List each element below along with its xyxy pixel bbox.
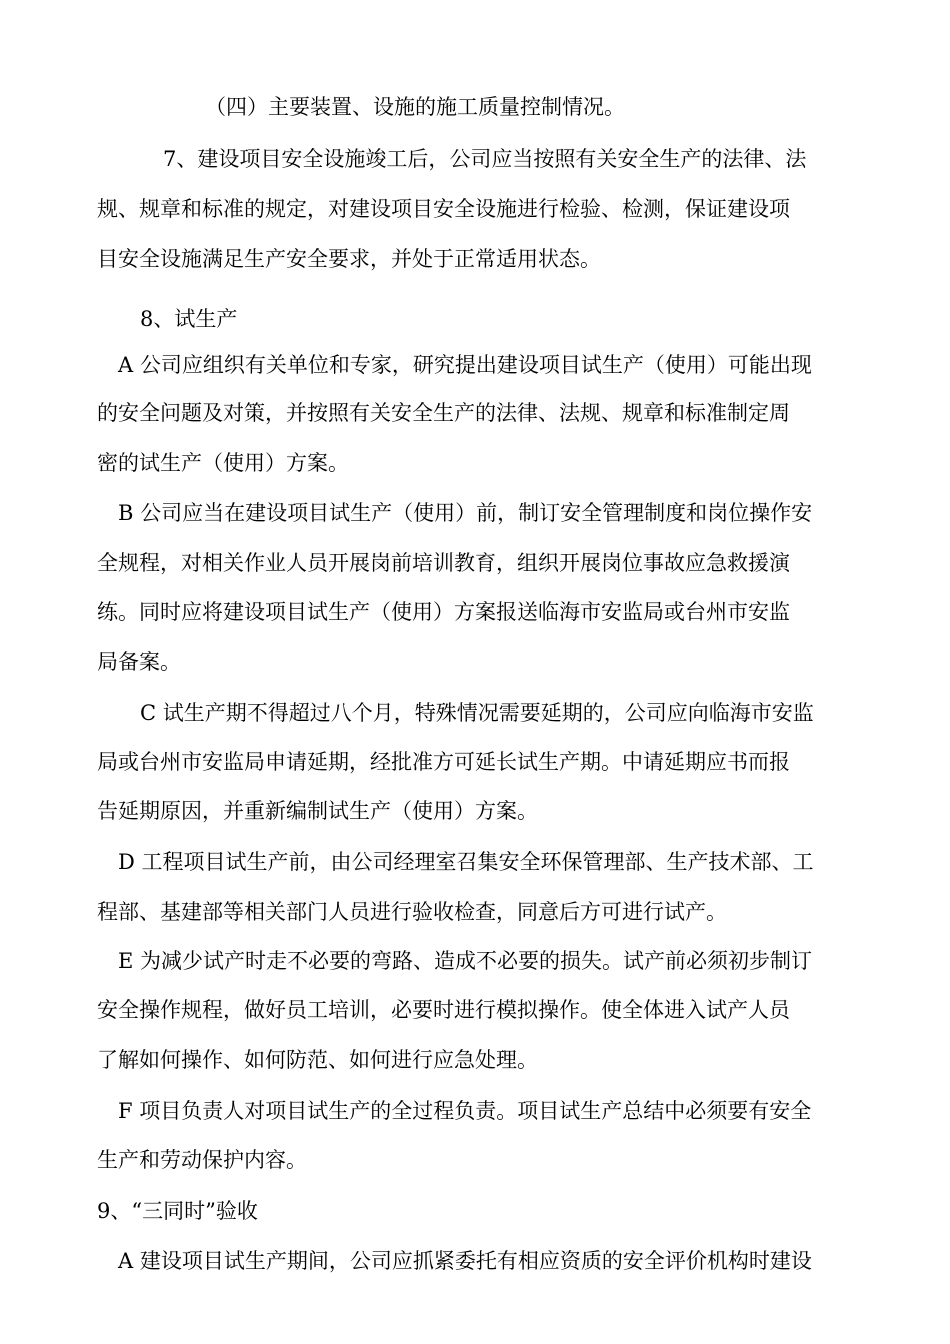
item-8e-line-1: E 为减少试产时走不必要的弯路、造成不必要的损失。试产前必须初步制订 <box>118 949 813 973</box>
item-8f-line-2: 生产和劳动保护内容。 <box>97 1148 307 1172</box>
item-8c-line-3: 告延期原因，并重新编制试生产（使用）方案。 <box>97 799 538 823</box>
item-8c-line-1: C 试生产期不得超过八个月，特殊情况需要延期的，公司应向临海市安监 <box>140 701 814 725</box>
item-8b-line-4: 局备案。 <box>97 650 181 674</box>
item-8e-line-3: 了解如何操作、如何防范、如何进行应急处理。 <box>97 1048 538 1072</box>
item-8b-line-3: 练。同时应将建设项目试生产（使用）方案报送临海市安监局或台州市安监 <box>97 600 790 624</box>
item-8-title: 8、试生产 <box>140 307 238 331</box>
item-8b-line-2: 全规程，对相关作业人员开展岗前培训教育，组织开展岗位事故应急救援演 <box>97 551 790 575</box>
item-7-line-2: 规、规章和标准的规定，对建设项目安全设施进行检验、检测，保证建设项 <box>97 197 790 221</box>
item-8b-line-1: B 公司应当在建设项目试生产（使用）前，制订安全管理制度和岗位操作安 <box>118 501 813 525</box>
item-7-line-1: 7、建设项目安全设施竣工后，公司应当按照有关安全生产的法律、法 <box>163 147 807 171</box>
item-9a-line-1: A 建设项目试生产期间，公司应抓紧委托有相应资质的安全评价机构时建设 <box>118 1249 812 1273</box>
item-8f-line-1: F 项目负责人对项目试生产的全过程负责。项目试生产总结中必须要有安全 <box>118 1099 812 1123</box>
item-8a-line-3: 密的试生产（使用）方案。 <box>97 451 349 475</box>
section-heading-4: （四）主要装置、设施的施工质量控制情况。 <box>205 95 625 119</box>
item-8d-line-2: 程部、基建部等相关部门人员进行验收检查，同意后方可进行试产。 <box>97 900 727 924</box>
item-9-title: 9、“三同时”验收 <box>97 1199 258 1223</box>
item-8c-line-2: 局或台州市安监局申请延期，经批准方可延长试生产期。中请延期应书而报 <box>97 750 790 774</box>
item-8e-line-2: 安全操作规程，做好员工培训，必要时进行模拟操作。使全体进入试产人员 <box>97 998 790 1022</box>
item-8a-line-1: A 公司应组织有关单位和专家，研究提出建设项目试生产（使用）可能出现 <box>118 353 812 377</box>
item-8a-line-2: 的安全问题及对策，并按照有关安全生产的法律、法规、规章和标准制定周 <box>97 401 790 425</box>
item-8d-line-1: D 工程项目试生产前，由公司经理室召集安全环保管理部、生产技术部、工 <box>118 850 814 874</box>
item-7-line-3: 目安全设施满足生产安全要求，并处于正常适用状态。 <box>97 247 601 271</box>
